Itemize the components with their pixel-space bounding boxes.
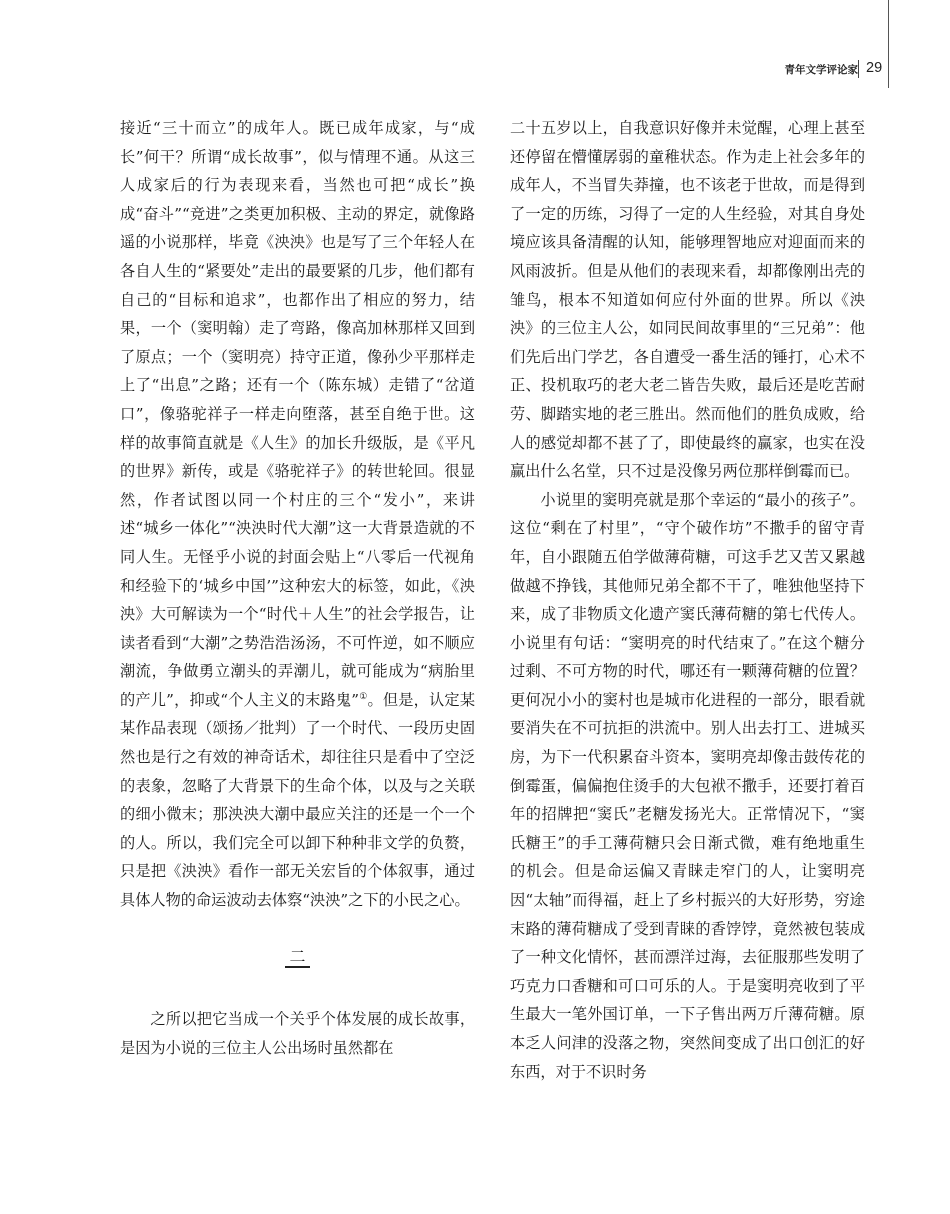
left-paragraph-1 [120,114,475,915]
left-paragraph-2: 之所以把它当成一个关乎个体发展的成长故事，是因为小说的三位主人公出场时虽然都在 [120,1010,475,1057]
left-column [120,114,475,1062]
left-paragraph-1-text: 接近“三十而立”的成年人。既已成年成家，与“成长”何干？所谓“成长故事”，似与情理不通。从这三人成家后的行为表现来看，当然也可把“成长”换成“奋斗”“竞进”之类更加积极、主动的界定，就像路遥的小说那样，毕竟《泱泱》也是写了三个年轻人在各自人生的“紧要处”走出的最要紧的几步，他们都有自己的“目标和追求”，也都作出了相应的努力，结果，一个（窦明翰）走了弯路，像高加林那样又回到了原点；一个（窦明亮）持守正道，像孙少平那样走上了“出息”之路；还有一个（陈东城）走错了“岔道口”，像骆驼祥子一样走向堕落，甚至自绝于世。这样的故事简直就是《人生》的加长升级版，是《平凡的世界》新传，或是《骆驼祥子》的转世轮回。很显然，作者试图以同一个村庄的三个“发小”，来讲述“城乡一体化”“泱泱时代大潮”这一大背景造就的不同人生。无怪乎小说的封面会贴上“八零后一代视角和经验下的‘城乡中国’”这种宏大的标签，如此，《泱泱》大可解读为一个“时代＋人生”的社会学报告，让读者看到“大潮”之势浩浩汤汤，不可忤逆，如不顺应潮流，争做勇立潮头的弄潮儿，就可能成为“病胎里的产儿”，抑或“个人主义的末路鬼” [120,119,475,709]
running-head-journal-title: 青年文学评论家 [784,64,858,76]
right-paragraph-2: 小说里的窦明亮就是那个幸运的“最小的孩子”。这位“剩在了村里”，“守个破作坊”不撒手的留守青年，自小跟随五伯学做薄荷糖，可这手艺又苦又累越做越不挣钱，其他师兄弟全都不干了，唯独他坚持下来，成了非物质文化遗产窦氏薄荷糖的第七代传人。小说里有句话：“窦明亮的时代结束了。”在这个糖分过剩、不可方物的时代，哪还有一颗薄荷糖的位置？更何况小小的窦村也是城市化进程的一部分，眼看就要消失在不可抗拒的洪流中。别人出去打工、进城买房，为下一代积累奋斗资本，窦明亮却像击鼓传花的倒霉蛋，偏偏抱住烫手的大包袱不撒手，还要打着百年的招牌把“窦氏”老糖发扬光大。正常情况下，“窦氏糖王”的手工薄荷糖只会日渐式微，难有绝地重生的机会。但是命运偏又青睐走窄门的人，让窦明亮因“太轴”而得福，赶上了乡村振兴的大好形势，穷途末路的薄荷糖成了受到青睐的香饽饽，竟然被包装成了一种文化情怀，甚而漂洋过海，去征服那些发明了巧克力口香糖和可口可乐的人。于是窦明亮收到了平生最大一笔外国订单，一下子售出两万斤薄荷糖。原本乏人问津的没落之物，突然间变成了出口创汇的好东西，对于不识时务 [510,490,865,1081]
header-vertical-rule [888,0,889,88]
right-column [510,114,865,1086]
section-heading [120,943,475,972]
right-paragraph-1: 二十五岁以上，自我意识好像并未觉醒，心理上甚至还停留在懵懂孱弱的童稚状态。作为走上社会多年的成年人，不当冒失莽撞，也不该老于世故，而是得到了一定的历练，习得了一定的人生经验，对其自身处境应该具备清醒的认知，能够理智地应对迎面而来的风雨波折。但是从他们的表现来看，却都像刚出壳的雏鸟，根本不知道如何应付外面的世界。所以《泱泱》的三位主人公，如同民间故事里的“三兄弟”：他们先后出门学艺，各自遭受一番生活的锤打，心术不正、投机取巧的老大老二皆告失败，最后还是吃苦耐劳、脚踏实地的老三胜出。然而他们的胜负成败，给人的感觉却都不甚了了，即使最终的赢家，也实在没赢出什么名堂，只不过是没像另两位那样倒霉而已。 [510,119,865,481]
header-separator [858,60,859,78]
section-number: 二 [285,947,309,968]
left-paragraph-1-end: 。但是，认定某某作品表现（颂扬／批判）了一个时代、一段历史固然也是行之有效的神奇话术，却往往只是看中了空泛的表象，忽略了大背景下的生命个体，以及与之关联的细小微末；那泱泱大潮中最应关注的还是一个一个的人。所以，我们完全可以卸下种种非文学的负赘，只是把《泱泱》看作一部无关宏旨的个体叙事，通过具体人物的命运波动去体察“泱泱”之下的小民之心。 [120,690,475,910]
footnote-marker[interactable]: ① [359,691,368,702]
page-number: 29 [866,60,883,76]
